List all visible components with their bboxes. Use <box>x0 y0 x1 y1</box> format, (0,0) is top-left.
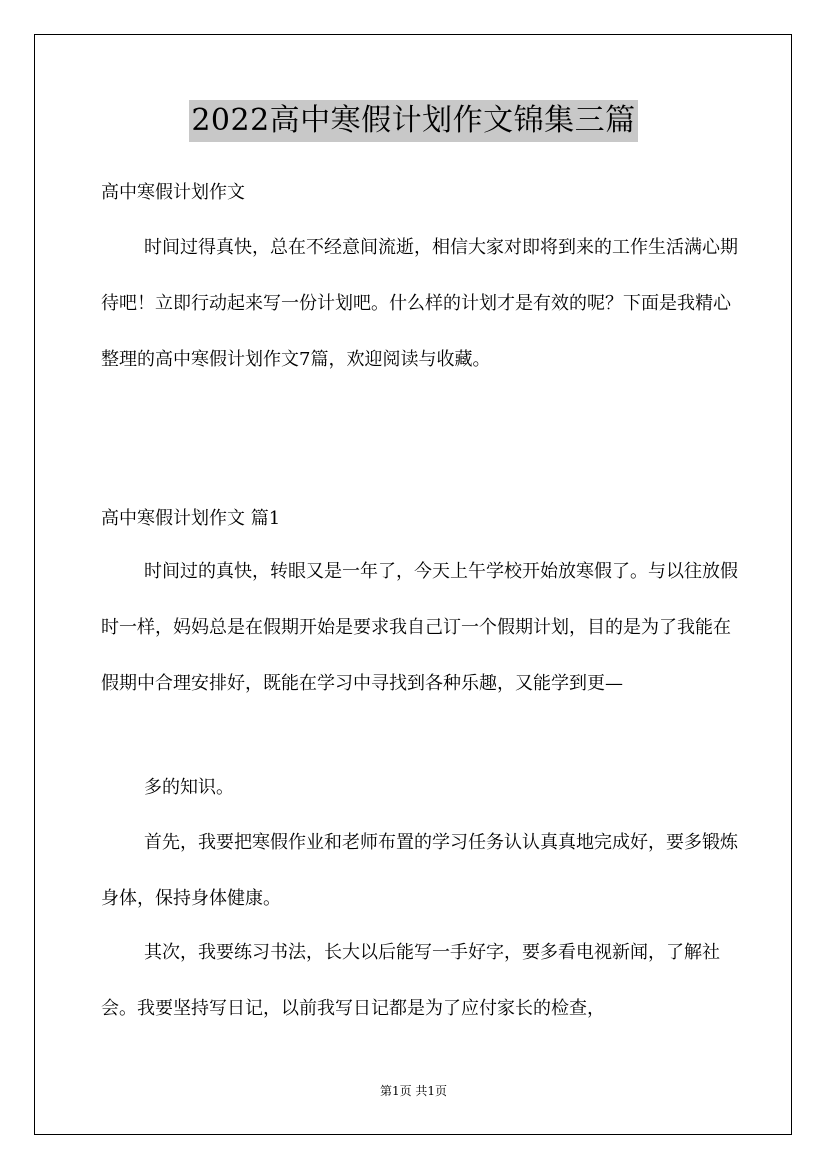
section1-paragraph-4: 其次，我要练习书法，长大以后能写一手好字，要多看电视新闻，了解社会。我要坚持写日记，以前我写日记都是为了应付家长的检查， <box>101 942 720 1019</box>
document-title: 2022高中寒假计划作文锦集三篇 <box>189 100 637 142</box>
section1-paragraph-1: 时间过的真快，转眼又是一年了，今天上午学校开始放寒假了。与以往放假时一样，妈妈总是在假期开始是要求我自己订一个假期计划，目的是为了我能在假期中合理安排好，既能在学习中寻找到各种乐趣，又能学到更— <box>101 561 738 694</box>
intro-paragraph: 时间过得真快，总在不经意间流逝，相信大家对即将到来的工作生活满心期待吧！立即行动起来写一份计划吧。什么样的计划才是有效的呢？下面是我精心整理的高中寒假计划作文7篇，欢迎阅读与收藏。 <box>101 237 738 370</box>
title-container <box>0 100 827 142</box>
section1-paragraph-2: 多的知识。 <box>144 777 234 798</box>
intro-heading: 高中寒假计划作文 <box>101 182 245 203</box>
section1-heading: 高中寒假计划作文 篇1 <box>101 508 281 529</box>
page-footer: 第1页 共1页 <box>379 1084 448 1098</box>
section1-paragraph-3: 首先，我要把寒假作业和老师布置的学习任务认认真真地完成好，要多锻炼身体，保持身体健康。 <box>101 832 738 909</box>
